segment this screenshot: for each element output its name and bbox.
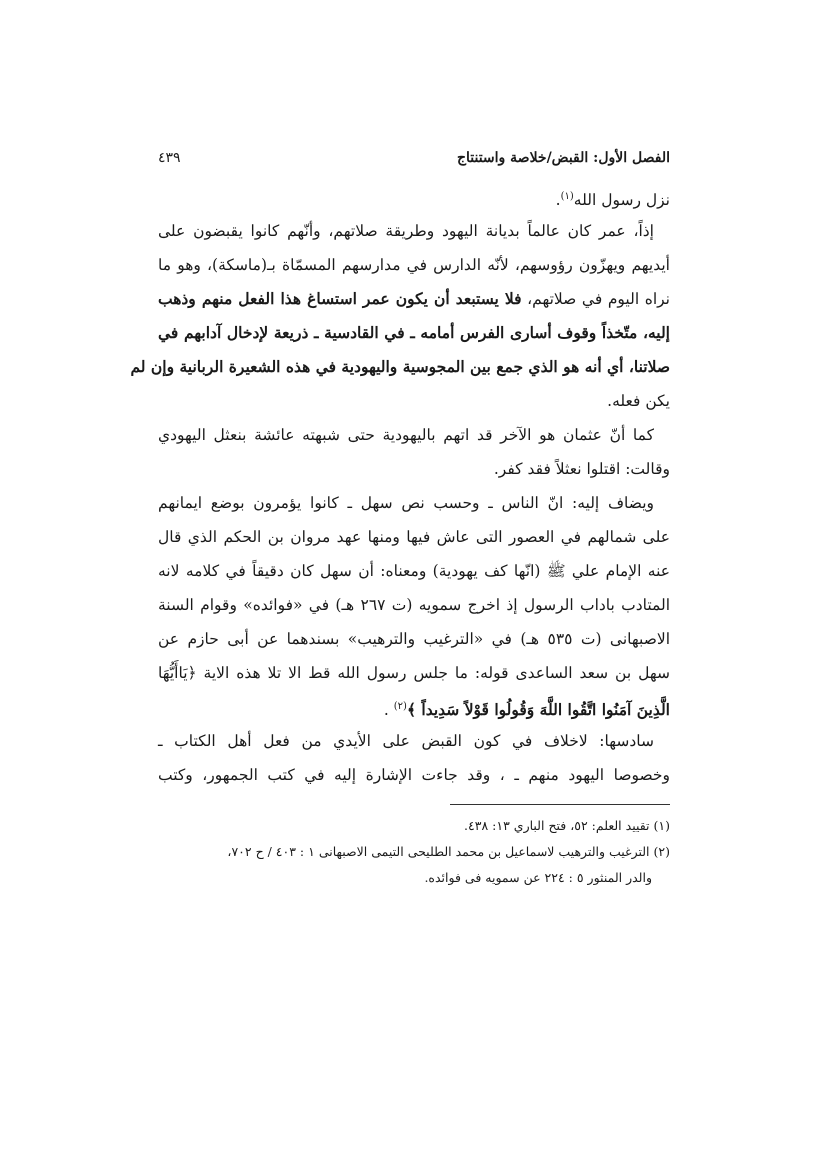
text-line: [158, 554, 670, 588]
running-header: [158, 150, 670, 180]
text-line: [130, 350, 670, 384]
text-line: [158, 418, 670, 452]
text-segment: صلاتنا، أي أنه هو الذي جمع بين المجوسية واليهودية في هذه الشعيرة الربانية وإن لم: [130, 357, 670, 376]
text-segment: إذاً، عمر كان عالماً بديانة اليهود وطريقة صلاتهم، وأنّهم كانوا يقبضون على: [158, 222, 654, 240]
text-line: [158, 758, 670, 792]
text-line: [158, 214, 670, 248]
footnote-separator: [450, 804, 670, 805]
text-segment: إليه، متّخذاً وقوف أسارى الفرس أمامه ـ في القادسية ـ ذريعة لإدخال آدابهم في: [158, 323, 670, 342]
footnote-2-continued: والدر المنثور ٥ : ٢٢٤ عن سمويه فى فوائده.: [424, 870, 652, 885]
text-line: [158, 248, 670, 282]
text-segment: الَّذِينَ آمَنُوا اتَّقُوا اللَّهَ وَقُولُوا قَوْلاً سَدِيداً ﴾: [406, 700, 670, 720]
punctuation: .: [555, 191, 561, 210]
footnote-ref[interactable]: (١): [560, 191, 574, 202]
text-segment: نزل رسول الله: [573, 191, 670, 210]
punctuation: .: [383, 701, 394, 720]
text-segment: على شمالهم في العصور التى عاش فيها ومنها عهد مروان بن الحكم الذي قال: [158, 528, 670, 546]
text-line: [158, 622, 670, 656]
text-segment: يكن فعله.: [607, 392, 670, 410]
text-segment: أيديهم ويهزّون رؤوسهم، لأنّه الدارس في مدارسهم المسمّاة بـ(ماسكة)، وهو ما: [158, 256, 670, 274]
footnote-1: (١) تقييد العلم: ٥٢، فتح الباري ١٣: ٤٣٨.: [464, 818, 670, 833]
body-text: [130, 180, 671, 792]
text-segment: نراه اليوم في صلاتهم،: [521, 290, 670, 308]
chapter-title: الفصل الأول: القبض/خلاصة واستنتاج: [456, 150, 670, 166]
text-segment: الاصبهانى (ت ٥٣٥ هـ) في «الترغيب والترهيب» بسندهما عن أبى حازم عن: [158, 630, 671, 648]
text-segment: وقالت: اقتلوا نعثلاً فقد كفر.: [493, 460, 670, 478]
text-segment: سهل بن سعد الساعدى قوله: ما جلس رسول الله قط الا تلا هذه الاية ﴿يَاأَيُّهَا: [158, 664, 670, 682]
text-line: [158, 316, 670, 350]
text-line: [158, 486, 670, 520]
text-line: [158, 656, 670, 690]
text-line: [158, 520, 670, 554]
text-segment: المتادب باداب الرسول إذ اخرج سمويه (ت ٢٦٧ هـ) في «فوائده» وقوام السنة: [158, 596, 671, 614]
text-segment: فلا يستبعد أن يكون عمر استساغ هذا الفعل منهم وذهب: [158, 289, 522, 308]
text-segment: ويضاف إليه: انّ الناس ـ وحسب نص سهل ـ كانوا يؤمرون بوضع ايمانهم: [158, 494, 654, 512]
footnote-2: (٢) الترغيب والترهيب لاسماعيل بن محمد الطليحى التيمى الاصبهانى ١ : ٤٠٣ / ح ٧٠٢،: [227, 844, 670, 859]
text-line: [158, 180, 670, 214]
page-number: ٤٣٩: [158, 150, 181, 166]
text-line: [158, 282, 670, 316]
text-line: [158, 724, 670, 758]
text-segment: سادسها: لاخلاف في كون القبض على الأيدي من فعل أهل الكتاب ـ: [158, 732, 654, 750]
text-line: [158, 384, 670, 418]
text-line: [158, 588, 670, 622]
book-page: [130, 150, 671, 891]
footnote-ref[interactable]: (٢): [393, 701, 407, 712]
text-line: [158, 452, 670, 486]
text-segment: وخصوصا اليهود منهم ـ ، وقد جاءت الإشارة إليه في كتب الجمهور، وكتب: [158, 766, 670, 784]
text-line: [158, 690, 670, 724]
text-segment: عنه الإمام علي ﷺ (انّها كف يهودية) ومعناه: أن سهل كان دقيقاً في كلامه لانه: [158, 562, 670, 580]
text-segment: كما أنّ عثمان هو الآخر قد اتهم باليهودية حتى شبهته عائشة بنعثل اليهودي: [158, 426, 654, 444]
